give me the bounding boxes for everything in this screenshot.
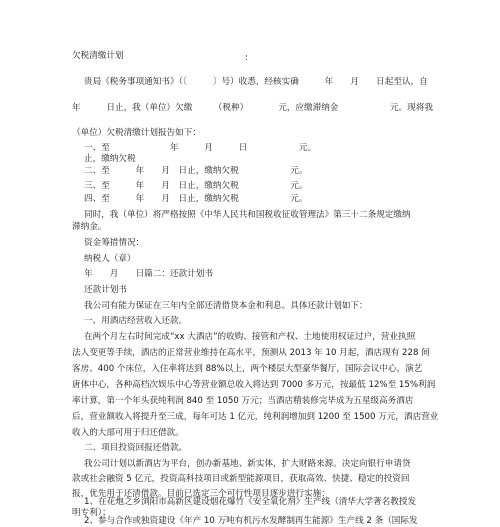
body-line: 唐体中心，各种高档次娱乐中心等营业额总收入将达到 7000 多万元，按最低 12%至 15%利润 <box>72 380 436 390</box>
doc-title-mark: : <box>245 53 248 63</box>
body-line: 止，缴纳欠税 <box>84 154 136 164</box>
body-line: 一、至 年 月 日 元。 <box>84 143 317 153</box>
body-line: 二、项目投资回报还借款。 <box>84 443 188 453</box>
body-line: 贵局《税务事项通知书》（〔 〕号）收悉，经核实确 年 月 日起至认，自 <box>84 77 428 87</box>
body-line: 收入的大部可用于归还借款。 <box>72 428 184 438</box>
body-line: 滞纳金。 <box>72 222 107 232</box>
body-line: 一、用酒店经营收入还款。 <box>84 316 188 326</box>
body-line: 四、至 年 月 日止，缴纳欠税 元。 <box>84 194 308 204</box>
body-line: 同时，我（单位）将严格按照《中华人民共和国税收征收管理法》第三十二条规定缴纳 <box>84 210 411 220</box>
body-line: 报，优先用于还清借款。目前已选定三个可行性项目逐步进行实施： <box>72 489 330 499</box>
body-line: 后，营业额收入将提升至三成，每年可达 1 亿元，纯利润增加到 1200 至 1500 万元，酒店营业 <box>72 412 439 422</box>
body-line: 明专利）； <box>72 508 111 518</box>
body-line: 年 月 日篇二：还款计划书 <box>84 269 213 279</box>
body-line: 客房、400 个床位，入住率将达到 88%以上，两个楼层大型豪华餐厅，国际会议中心，演艺 <box>72 364 423 374</box>
body-line: 率计算，第一个年头获纯利润 840 至 1050 万元；当酒店精装修完毕成为五星级高务酒店 <box>72 396 414 406</box>
body-line: 2、参与合作或独资建设《年产 10 万吨有机污水发酵制再生能源》生产线 2 条（国际发 <box>84 516 418 526</box>
body-line: 年 日止，我（单位）欠缴 （税种） 元，应缴滞纳金 元。现将我 <box>72 103 433 113</box>
doc-title: 欠税清缴计划 <box>72 51 124 61</box>
body-line: 我公司有能力保证在三年内全部还清借贷本金和利息。具体还款计划如下： <box>84 301 368 311</box>
body-line: 三、至 年 月 日止，缴纳欠税 元。 <box>84 181 308 191</box>
body-line: 在两个月左右时间完成“xx 大酒店”的收购、接管和产权、土地使用权证过户，营业执照 <box>84 332 416 342</box>
body-line: （单位）欠税清缴计划报告如下： <box>72 128 201 138</box>
body-line: 1、在花炮之乡浏阳市高新区建设烟花爆竹《安全氧化剂》生产线（清华大学著名教授发 <box>84 497 417 507</box>
body-line: 资金筹措情况： <box>84 238 145 248</box>
body-line: 法人变更等手续，酒店的正常营业维持在高水平，预测从 2013 年 10 月起，酒店现有 228 间 <box>72 348 430 358</box>
body-line: 纳税人（章） <box>84 254 136 264</box>
section-title: 还款计划书 <box>84 285 127 295</box>
body-line: 我公司计划以新酒店为平台，创办新基地、新实体，扩大财路来源。决定向银行申请贷 <box>84 459 411 469</box>
body-line: 款或社会融资 5 亿元，投资高科技项目或新型能源项目，获取高效、快捷、稳定的投资回 <box>72 474 410 484</box>
body-line: 二、至 年 月 日止，缴纳欠税 元。 <box>84 166 308 176</box>
